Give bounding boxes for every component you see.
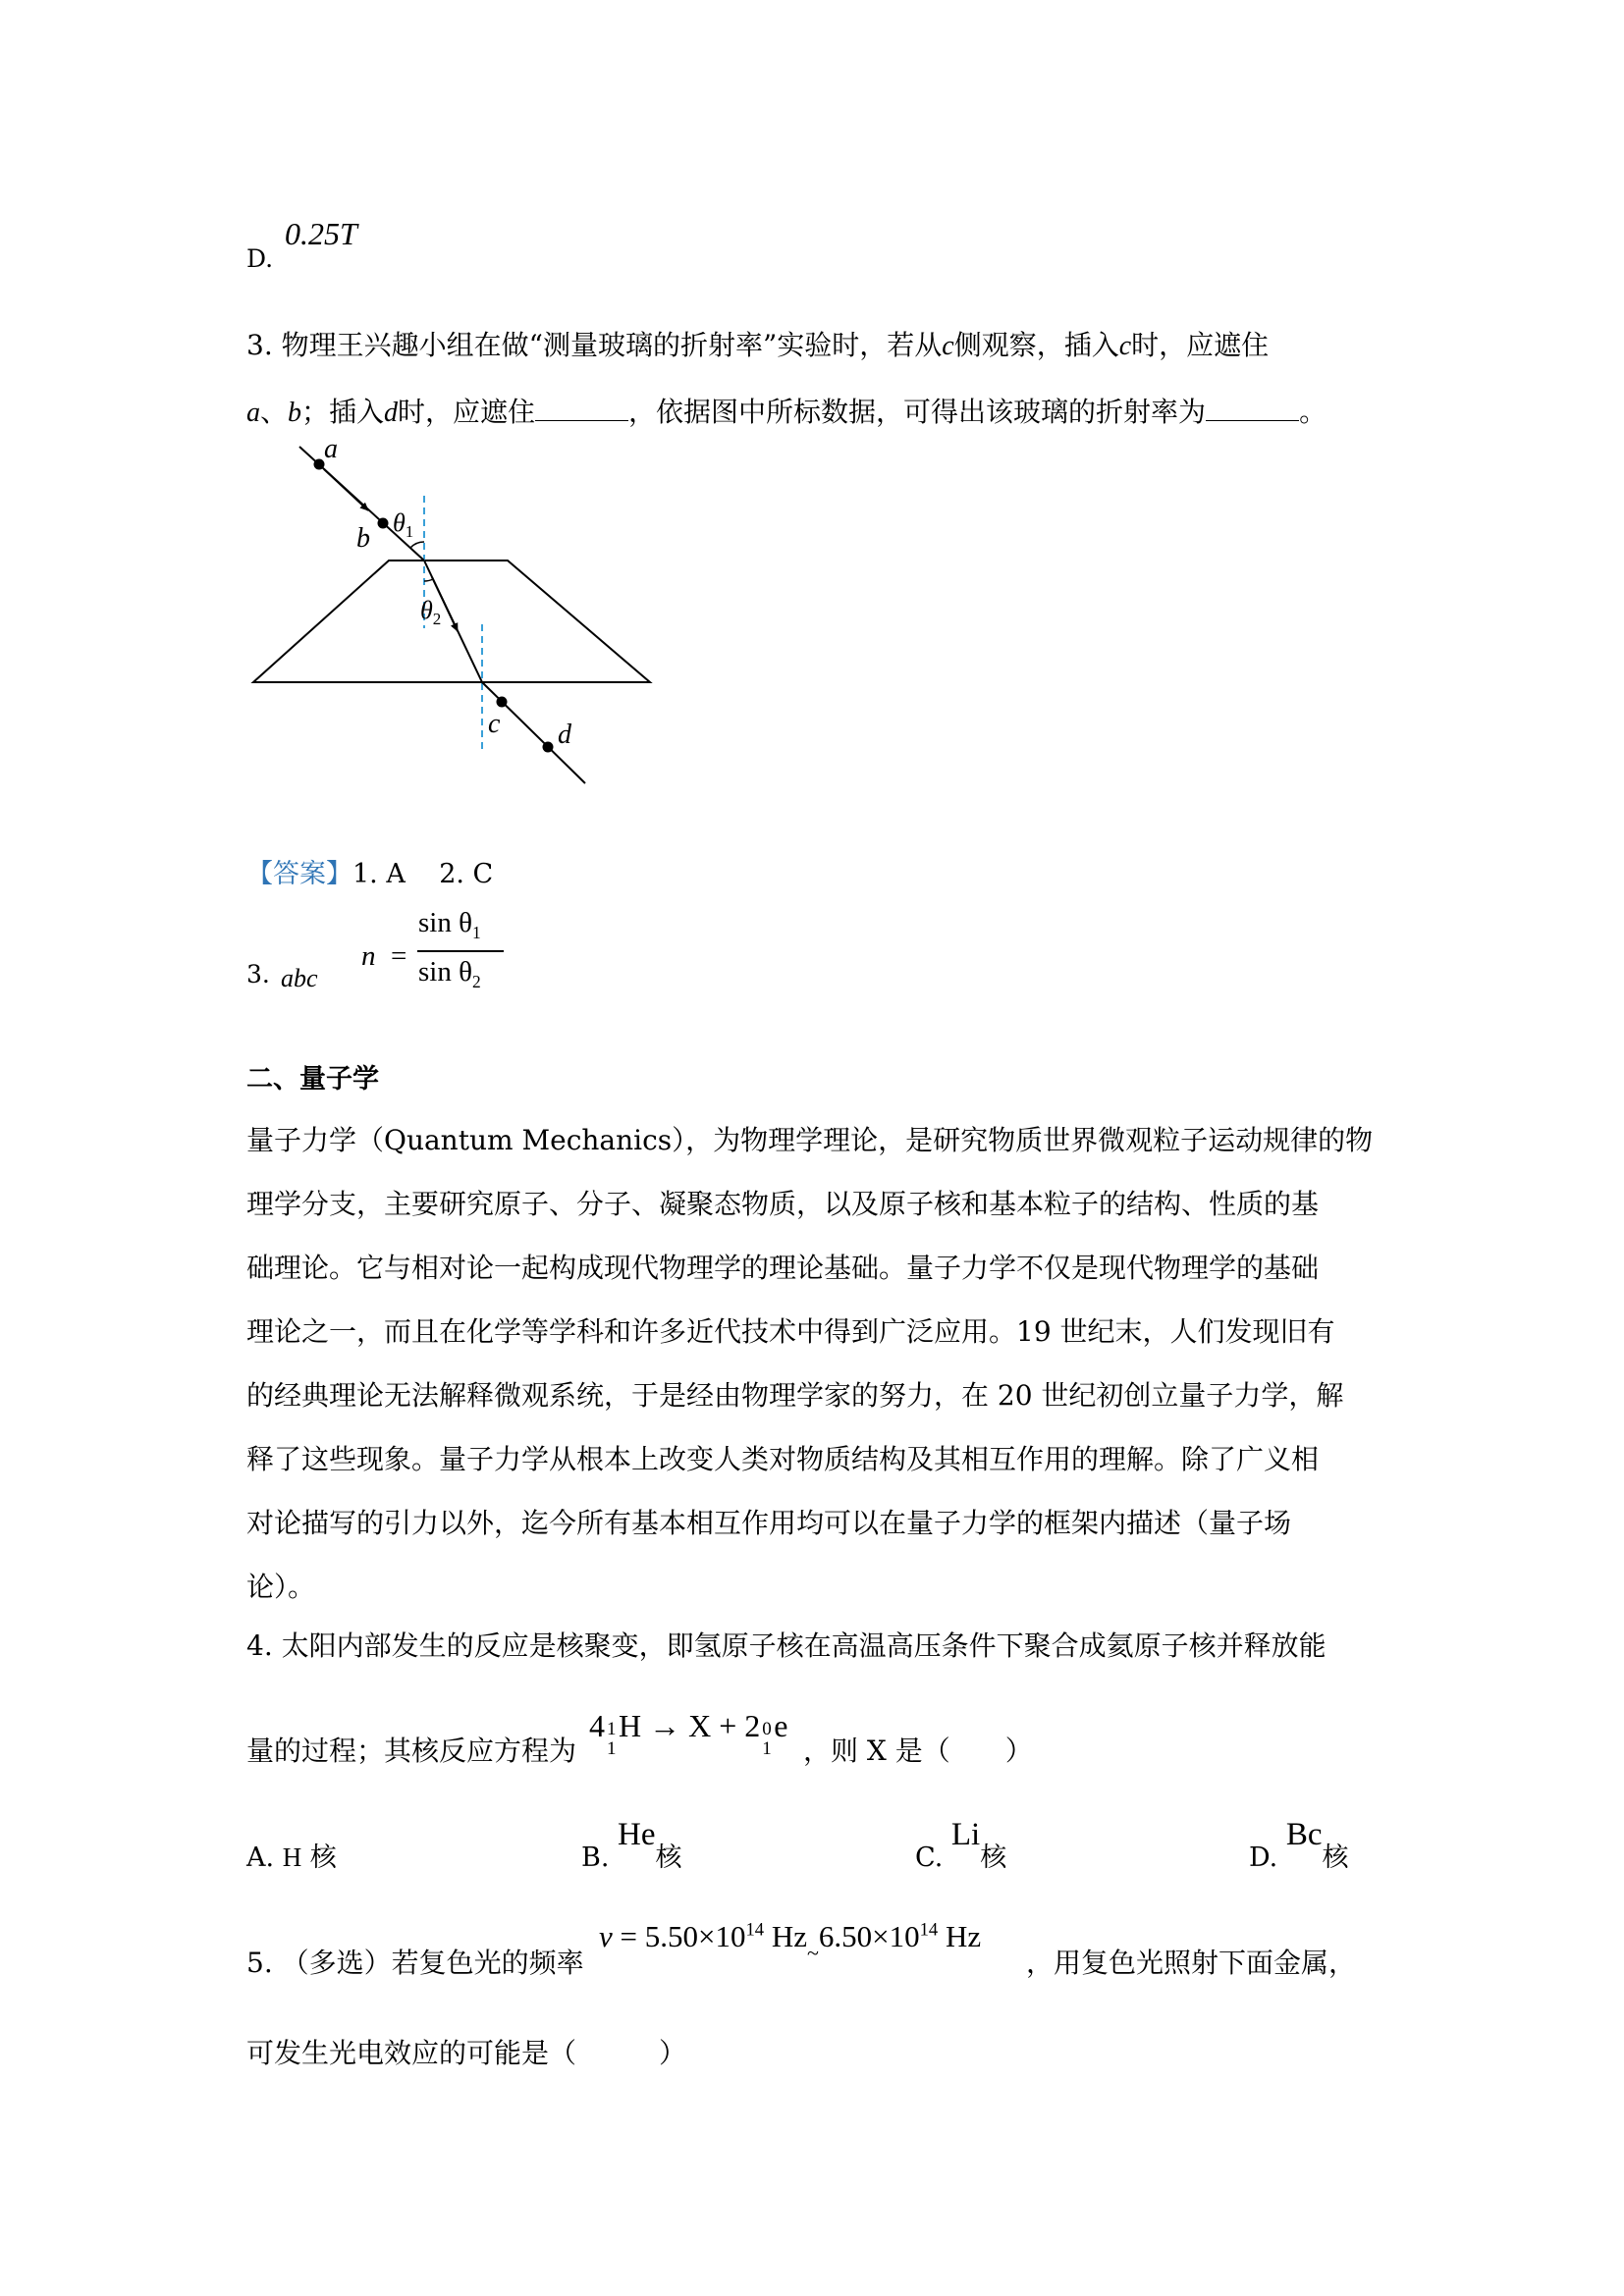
formula-numerator: $\sin \theta_1$ [418,907,481,942]
pin-b [378,518,389,529]
q4-option-d[interactable]: D. Bc核 [1249,1817,1349,1873]
label-a: a [324,434,338,464]
q4-equation: 4 1 1 H → X + 2 0 1 e [589,1708,788,1759]
answer3-abc: abc [281,964,318,992]
label-c: c [488,709,501,739]
q2-option-d-label: D. [246,244,274,273]
label-d: d [558,720,571,750]
q3-blank-2 [1206,399,1299,421]
section2-para-line: 理论之一，而且在化学等学科和许多近代技术中得到广泛应用。19 世纪末，人们发现旧有 [246,1315,1335,1348]
q4-option-a[interactable]: A. H 核 [246,1842,337,1873]
pin-c [497,697,508,708]
answer3-number: 3. [246,960,270,988]
pin-d [543,742,554,753]
q3-line1: 3. 物理王兴趣小组在做“测量玻璃的折射率”实验时，若从c侧观察，插入c时，应遮住 [246,329,1270,361]
section2-para-line: 释了这些现象。量子力学从根本上改变人类对物质结构及其相互作用的理解。除了广义相 [246,1443,1320,1475]
q5-line1-end: ，用复色光照射下面金属， [1026,1947,1357,1979]
answer-line: 【答案】1. A 2. C [246,859,494,889]
q3-line2: a、b；插入d时，应遮住 ，依据图中所标数据，可得出该玻璃的折射率为 。 [246,396,1327,428]
section2-para-line: 础理论。它与相对论一起构成现代物理学的理论基础。量子力学不仅是现代物理学的基础 [246,1252,1320,1284]
formula-denominator: $\sin \theta_2$ [418,956,481,991]
section2-title: 二、量子学 [246,1064,379,1095]
theta1-arc [410,542,424,548]
q4-line1: 4. 太阳内部发生的反应是核聚变，即氢原子核在高温高压条件下聚合成氦原子核并释放能 [246,1629,1326,1662]
q3-blank-1 [535,399,628,421]
q4-line2-end: ，则 X 是（ ） [803,1735,1033,1767]
q4-line2: 量的过程；其核反应方程为 [246,1735,577,1767]
label-b: b [356,523,370,554]
label-theta2: $\theta_2$ [420,596,442,628]
refraction-diagram [236,427,668,795]
incident-arrow [324,469,368,510]
section2-para-line: 对论描写的引力以外，迄今所有基本相互作用均可以在量子力学的框架内描述（量子场 [246,1507,1292,1539]
q5-line1-start: 5. （多选）若复色光的频率 [246,1947,584,1979]
q5-frequency: $\nu = 5.50\times 10^{14}$ $Hz_\sim 6.50\times 10^{14}$ Hz [599,1919,982,1965]
section2-para-line: 论）。 [246,1571,316,1603]
q2-option-d-value: 0.25T [285,216,357,251]
section2-para-line: 的经典理论无法解释微观系统，于是经由物理学家的努力，在 20 世纪初创立量子力学，解 [246,1379,1344,1412]
q4-option-c[interactable]: C. Li核 [915,1817,1007,1873]
q4-option-b[interactable]: B. He核 [581,1817,682,1873]
q5-line2: 可发生光电效应的可能是（ ） [246,2037,687,2069]
section2-para-line: 量子力学（Quantum Mechanics），为物理学理论，是研究物质世界微观粒子运动规律的物 [246,1124,1374,1156]
answer-tag: 【答案】 [246,859,352,889]
formula-bar [417,950,504,952]
theta2-arc [424,579,433,581]
section2-para-line: 理学分支，主要研究原子、分子、凝聚态物质，以及原子核和基本粒子的结构、性质的基 [246,1188,1320,1220]
glass-trapezoid [253,561,650,682]
pin-a [314,459,325,470]
label-theta1: $\theta_1$ [393,508,414,541]
